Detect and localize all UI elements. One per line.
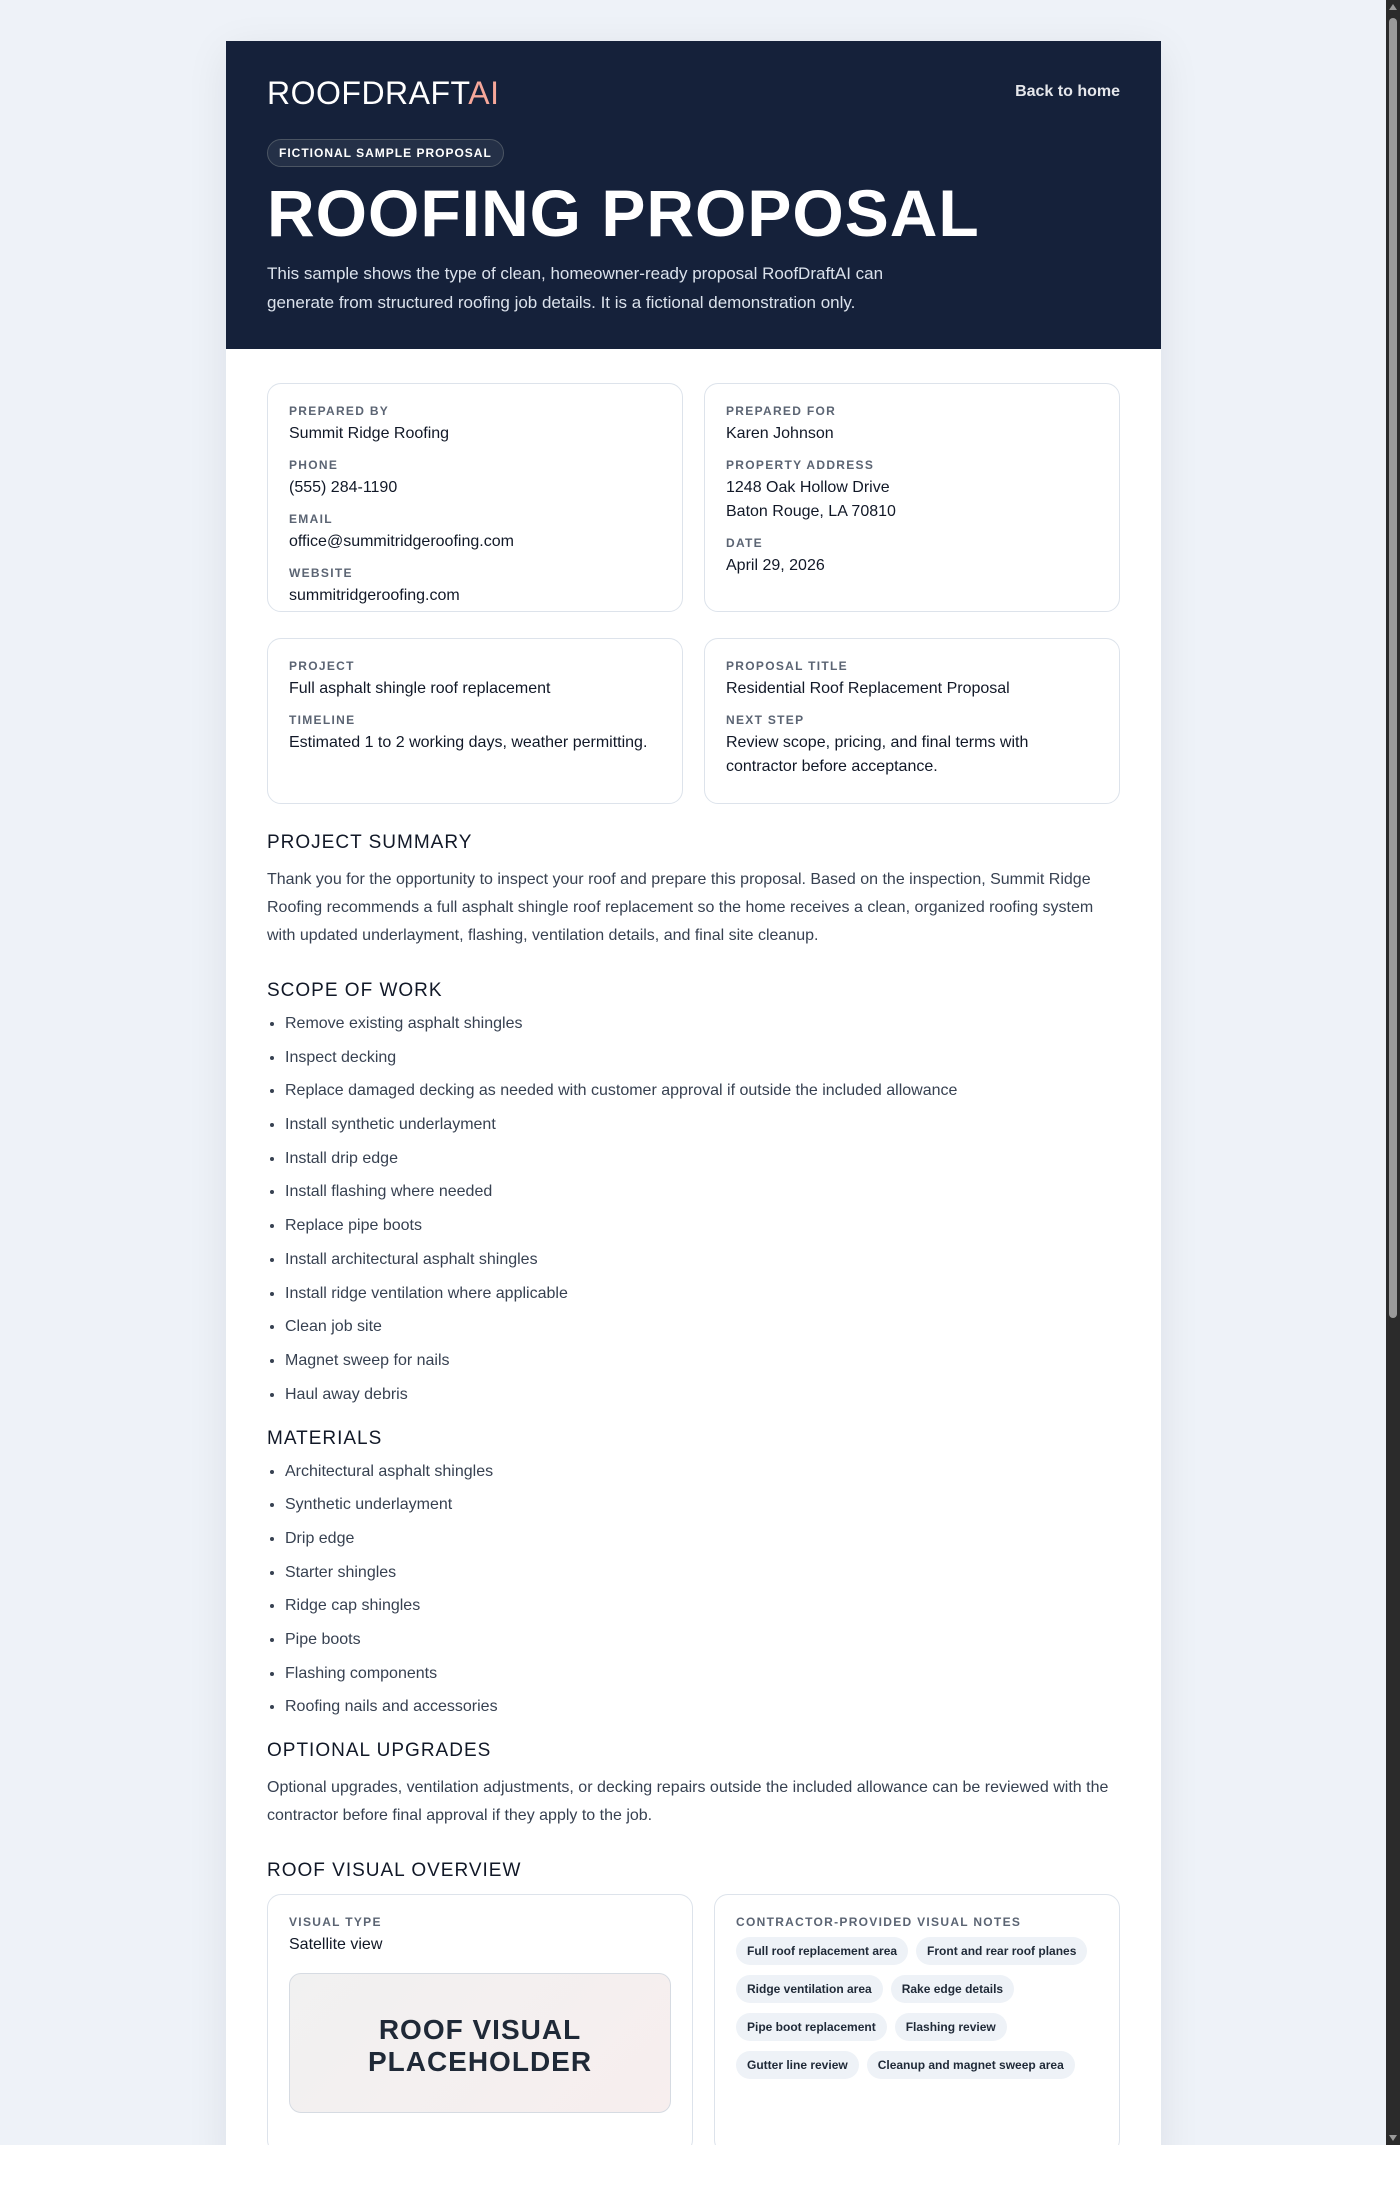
roof-visual-heading: ROOF VISUAL OVERVIEW xyxy=(267,1860,522,1882)
brand-name: ROOFDRAFT xyxy=(267,75,469,111)
list-item: • Install synthetic underlayment xyxy=(285,1115,1120,1135)
project-row xyxy=(267,638,1120,804)
list-item: • Install flashing where needed xyxy=(285,1182,1120,1202)
optional-upgrades-heading: OPTIONAL UPGRADES xyxy=(267,1740,492,1762)
project-summary-heading: PROJECT SUMMARY xyxy=(267,832,473,853)
list-item: • Flashing components xyxy=(285,1664,1120,1684)
website-label: WEBSITE xyxy=(289,566,353,580)
list-item: • Remove existing asphalt shingles xyxy=(285,1014,1120,1034)
visual-notes-pills xyxy=(736,1937,1098,2089)
materials-heading: MATERIALS xyxy=(267,1427,383,1449)
prepared-by-label: PREPARED BY xyxy=(289,404,390,418)
date-label: DATE xyxy=(726,536,763,550)
project-summary-text: Thank you for the opportunity to inspect your roof and prepare this proposal. Based on the inspection, Summit Ridge Roofing recommends a full asphalt shingle roof replacement so the home receives a clean, organized roofing system with updated underlayment, flashing, ventilation details, and final site cleanup. xyxy=(267,871,1094,944)
address-line-1: 1248 Oak Hollow Drive xyxy=(726,479,890,496)
list-item: • Replace pipe boots xyxy=(285,1216,1120,1236)
email-label: EMAIL xyxy=(289,512,333,526)
note-pill: Gutter line review xyxy=(736,2051,859,2079)
proposal-body xyxy=(226,349,1161,2145)
timeline-value: Estimated 1 to 2 working days, weather permitting. xyxy=(289,734,648,751)
list-item: • Install drip edge xyxy=(285,1149,1120,1169)
list-item: • Drip edge xyxy=(285,1529,1120,1549)
placeholder-line-2: PLACEHOLDER xyxy=(367,2046,593,2078)
website-value: summitridgeroofing.com xyxy=(289,587,460,604)
proposal-title-label: PROPOSAL TITLE xyxy=(726,659,848,673)
next-step-label: NEXT STEP xyxy=(726,713,805,727)
list-item: • Inspect decking xyxy=(285,1048,1120,1068)
phone-value: (555) 284-1190 xyxy=(289,479,398,496)
timeline-label: TIMELINE xyxy=(289,713,356,727)
visual-type-value: Satellite view xyxy=(289,1936,383,1954)
list-item: • Starter shingles xyxy=(285,1563,1120,1583)
next-step-value: Review scope, pricing, and final terms with contractor before acceptance. xyxy=(726,734,1029,775)
note-pill: Rake edge details xyxy=(891,1975,1014,2003)
optional-upgrades-section xyxy=(267,1740,1120,1830)
prepared-for-label: PREPARED FOR xyxy=(726,404,837,418)
project-card xyxy=(267,638,683,804)
list-item: • Magnet sweep for nails xyxy=(285,1351,1120,1371)
list-item: • Install architectural asphalt shingles xyxy=(285,1250,1120,1270)
visual-notes-card xyxy=(714,1894,1120,2145)
project-summary-section xyxy=(267,832,1120,950)
address-line-2: Baton Rouge, LA 70810 xyxy=(726,503,896,520)
scope-of-work-section xyxy=(267,980,1120,1405)
list-item: • Synthetic underlayment xyxy=(285,1495,1120,1515)
contractor-card xyxy=(267,383,683,612)
brand-accent: AI xyxy=(468,75,500,111)
note-pill: Pipe boot replacement xyxy=(736,2013,887,2041)
list-item: • Install ridge ventilation where applicable xyxy=(285,1284,1120,1304)
note-pill: Full roof replacement area xyxy=(736,1937,908,1965)
placeholder-line-1: ROOF VISUAL xyxy=(378,2014,582,2046)
roof-visual-section xyxy=(267,1860,1120,2145)
visual-notes-label: CONTRACTOR-PROVIDED VISUAL NOTES xyxy=(736,1915,1022,1930)
proposal-card xyxy=(704,638,1120,804)
note-pill: Cleanup and magnet sweep area xyxy=(867,2051,1075,2079)
vertical-scrollbar[interactable] xyxy=(1386,0,1400,2145)
scroll-down-arrow-icon[interactable] xyxy=(1389,2135,1397,2141)
visual-type-label: VISUAL TYPE xyxy=(289,1915,382,1930)
proposal-title-value: Residential Roof Replacement Proposal xyxy=(726,680,1010,697)
prepared-for-value: Karen Johnson xyxy=(726,425,834,442)
page-title: ROOFING PROPOSAL xyxy=(267,176,980,250)
back-to-home-link[interactable]: Back to home xyxy=(1015,83,1120,100)
list-item: • Pipe boots xyxy=(285,1630,1120,1650)
visual-type-card xyxy=(267,1894,693,2145)
proposal-header xyxy=(226,41,1161,349)
note-pill: Flashing review xyxy=(895,2013,1007,2041)
property-address-value xyxy=(726,476,1098,524)
email-value: office@summitridgeroofing.com xyxy=(289,533,514,550)
property-address-label: PROPERTY ADDRESS xyxy=(726,458,875,472)
scope-of-work-list xyxy=(267,1014,1120,1405)
list-item: • Architectural asphalt shingles xyxy=(285,1462,1120,1482)
scope-of-work-heading: SCOPE OF WORK xyxy=(267,980,443,1001)
optional-upgrades-text: Optional upgrades, ventilation adjustments, or decking repairs outside the included allowance can be reviewed with the contractor before final approval if they apply to the job. xyxy=(267,1779,1109,1825)
note-pill: Front and rear roof planes xyxy=(916,1937,1087,1965)
project-label: PROJECT xyxy=(289,659,355,673)
list-item: • Replace damaged decking as needed with customer approval if outside the included allowance xyxy=(285,1081,1120,1101)
scrollbar-thumb[interactable] xyxy=(1389,18,1397,1318)
brand-logo[interactable] xyxy=(267,75,499,112)
intro-text: This sample shows the type of clean, homeowner-ready proposal RoofDraftAI can generate from structured roofing job details. It is a fictional demonstration only. xyxy=(267,264,884,312)
scroll-up-arrow-icon[interactable] xyxy=(1389,4,1397,10)
note-pill: Ridge ventilation area xyxy=(736,1975,883,2003)
date-value: April 29, 2026 xyxy=(726,557,825,574)
list-item: • Haul away debris xyxy=(285,1385,1120,1405)
list-item: • Roofing nails and accessories xyxy=(285,1697,1120,1717)
phone-label: PHONE xyxy=(289,458,339,472)
project-value: Full asphalt shingle roof replacement xyxy=(289,680,551,697)
below-fold-area xyxy=(0,2145,1400,2200)
roof-visual-row xyxy=(267,1894,1120,2145)
client-card xyxy=(704,383,1120,612)
proposal-document xyxy=(226,41,1161,2145)
parties-row xyxy=(267,383,1120,612)
roof-visual-placeholder xyxy=(289,1973,671,2113)
prepared-by-value: Summit Ridge Roofing xyxy=(289,425,450,442)
sample-badge: FICTIONAL SAMPLE PROPOSAL xyxy=(267,139,504,167)
list-item: • Ridge cap shingles xyxy=(285,1596,1120,1616)
materials-list xyxy=(267,1462,1120,1718)
materials-section xyxy=(267,1428,1120,1718)
list-item: • Clean job site xyxy=(285,1317,1120,1337)
